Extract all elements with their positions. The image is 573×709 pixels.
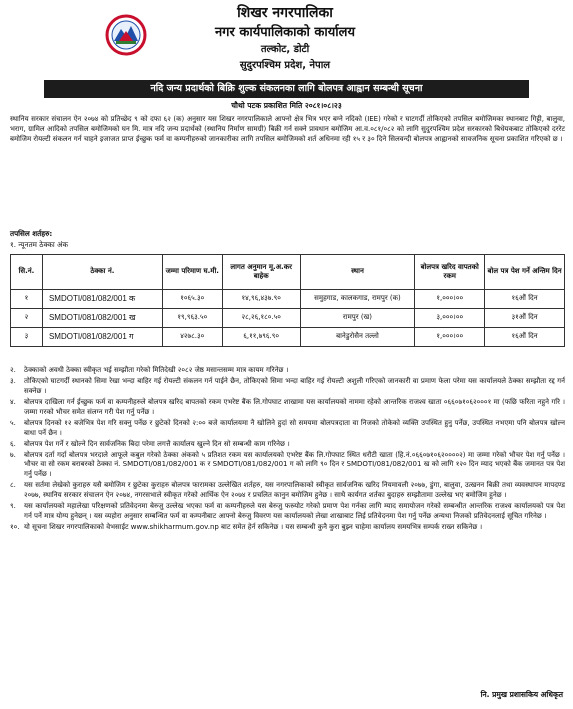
term-item	[10, 398, 565, 418]
term-item	[10, 366, 565, 376]
cell-contract-no: SMDOTI/081/082/001 ख	[42, 309, 162, 328]
term-item	[10, 502, 565, 522]
cell-deadline: ३१औं दिन	[485, 309, 565, 328]
term-text: तोकिएको घाटगर्दी स्थानको सिमा रेखा भन्दा बाहिर गई रोयल्टी संकलन गर्न पाईने छैन, तोकिएको सिमा भन्दा बाहिर गई रोयल्टी अशुली गरिएको जानकारी वा प्रमाण फेला परेमा यस कार्यालयले ठेक्का सम्झौता रद्द गर्न सक्नेछ ।	[24, 376, 565, 395]
cell-quantity: १९,९६३.५०	[162, 309, 222, 328]
cell-cost-estimate: २८,२६,१८०.५०	[222, 309, 300, 328]
cell-location: समुहगाड, कालकगाड, रामपुर (क)	[300, 290, 415, 309]
office-location: तल्कोट, डोटी	[260, 44, 310, 55]
term-number: ६.	[10, 439, 16, 448]
header-cost-estimate: लागत अनुमान मू.अ.कर बाहेक	[222, 255, 300, 290]
table-header-row	[11, 255, 565, 290]
term-number: १०.	[10, 523, 20, 532]
cell-location: रामपुर (ख)	[300, 309, 415, 328]
term-text: बोलपत्र दर्ता गर्दा बोलपत्र भरदाले आफूले कबुल गरेको ठेक्का अंकको ५ प्रतिशत रकम यस कार्यालयको एभरेष्ट बैंक लि.गोपघाट स्थित धरौटी खाता (हि.नं.०६६०७१०६२००००२) मा जम्मा गरेको भौचर पेश गर्नु पर्नेछ । भौचर वा सो रकम बराबरको ठेक्का नं. SMDOTI/081/082/001 क र SMDOTI/081/082/001 ग को लागि ९० दिन र SMDOTI/081/082/001 ख को लागि १२० दिन म्याद भएको बैंक जमानत पत्र पेश गर्नु पर्नेछ ।	[24, 450, 565, 479]
municipality-name: शिखर नगरपालिका	[237, 5, 333, 21]
cell-location: बानेडुरोसैन तल्लो	[300, 328, 415, 347]
term-item	[10, 377, 565, 397]
term-item	[10, 440, 565, 450]
intro-paragraph: स्थानिय सरकार संचालन ऐन २०७४ को प्रतिच्छेद ९ को दफा ६२ (क) अनुसार यस शिखर नगरपालिकाले आफ्नो क्षेत्र भित्र भएर बग्ने नदिको (IEE) गरेको र घाटगर्दी तोकिएको तपसिल बमोजिमका स्थानबाट गिट्टी, बालुवा, भराग, ग्रामिल आदिको तपसिल बमोजिमको घन मि. मात्र नदि जन्य प्रदार्थको (स्थानिय निर्माण सामग्री) बिक्री गर्न सक्ने प्रावधान बमोजिम आ.व.०८१/०८२ को लागि सुदुरपश्चिम प्रदेश सरकारको बिधेयकबाट तोकिएको दररेट बमोजिम रोयल्टी संकलन गर्न चाहने इजाजत प्राप्त ईच्छुक फर्म वा कम्पनीहरुको जानकारीका लागि तपसिल बमोजिमको शर्त अधिनमा रही १५ र ३० दिने सिलवन्दी बोलपत्र आह्वानको सावजनिक सूचना प्रकाशित गरिएको छ ।	[10, 115, 565, 143]
term-text: बोलपत्र पेश गर्ने र खोल्ने दिन सार्वजनिक बिदा परेमा लगत्तै कार्यालय खुल्ने दिन सो सम्बन्धी काम गरिनेछ ।	[24, 439, 290, 448]
term-item	[10, 419, 565, 439]
table-subtitle: १. न्यूनतम ठेक्का अंक	[10, 240, 69, 249]
term-number: ३.	[10, 376, 16, 385]
notice-title-banner: नदि जन्य प्रदार्थको बिक्रि शुल्क संकलनका लागि बोलपत्र आह्वान सम्बन्धी सूचना	[44, 80, 529, 98]
cell-sn: १	[11, 290, 43, 309]
cell-quantity: १०६५.३०	[162, 290, 222, 309]
table-row	[11, 328, 565, 347]
term-number: ५.	[10, 418, 16, 427]
cell-contract-no: SMDOTI/081/082/001 क	[42, 290, 162, 309]
term-number: ९.	[10, 502, 16, 511]
term-text: बोलपत्र दिनको १२ बजेभित्र पेश गरि सक्नु पर्नेछ र छुटेको दिनको २:०० बजे कार्यालयमा नै खोलिने हुदां सो समयमा बोलपत्रदाता वा निजको तोकेको व्यक्ति उपस्थित हुनु पर्नेछ, उपस्थित नभएमा पनि बोलपत्र खोल्न बाधा पर्ने छैन ।	[24, 418, 565, 437]
cell-bid-fee: १,०००।००	[415, 328, 485, 347]
term-text: यो सूचना शिखर नगरपालिकाको वेभसाईट www.shikharmum.gov.np बाट समेत हेर्न सकिनेछ । यस सम्बन्धी कुनै कुरा बुझ्न चाहेमा कार्यालय समयभित्र सम्पर्क राख्न सकिनेछ ।	[24, 523, 483, 532]
cell-bid-fee: १,०००।००	[415, 290, 485, 309]
header-sn: सि.नं.	[11, 255, 43, 290]
signature-line: नि. प्रमुख प्रशासकिय अधिकृत	[480, 690, 563, 699]
term-item	[10, 523, 565, 533]
term-item	[10, 451, 565, 481]
cell-contract-no: SMDOTI/081/082/001 ग	[42, 328, 162, 347]
province-name: सुदुरपश्चिम प्रदेश, नेपाल	[239, 60, 331, 71]
term-number: ४.	[10, 397, 16, 406]
term-item	[10, 481, 565, 501]
tender-table	[10, 254, 565, 347]
term-text: यस कार्यालयको महालेखा परिक्षणको प्रतिवेदनमा बेरुजु उल्लेख भएका फर्म वा कम्पनीहरुले यस बेरुजु फस्र्योट गरेको प्रमाण पेश गर्नका लागि म्याद समायोजन गरेको सम्बन्धीत आन्तरिक राजश्व कार्यालयको पत्र पेश गर्न पर्ने मात्र योग्य हुनेछन् । यस व्यहोरा अनुसार सम्बन्धित फर्म वा कम्पनीबाट आफ्नो बेरुजु विवरण यस कार्यालयको लेखा शाखाबाट लिई प्रतिवेदनमा पेश गर्नु पर्नेछ अन्यथा निजको प्रतिवेदनलाई सूचित गरिनेछ ।	[24, 502, 565, 521]
header-deadline: बोल पत्र पेश गर्ने अन्तिम दिन	[485, 255, 565, 290]
header-location: स्थान	[300, 255, 415, 290]
cell-sn: ३	[11, 328, 43, 347]
header-quantity: जम्मा परिमाण घ.मी.	[162, 255, 222, 290]
publish-date-line: चौथो पटक प्रकाशित मिति २०८१।०८।२३	[231, 101, 342, 110]
term-text: बोलपत्र दाखिला गर्न ईच्छुक फर्म वा कम्पनीहरुले बोलपत्र खरिद बापतको रकम एभरेष्ट बैंक लि.गोपघाट शाखामा यस कार्यालयको नाममा रहेको आन्तरिक राजश्व खाता ०६६०७१०६२०००१ मा (फछि फरिता नहुने गरि । जम्मा गरको भौचर समेत संलग्न गरी पेश गर्नु पर्नेछ ।	[24, 397, 565, 416]
cell-cost-estimate: १४,९६,४३७.९०	[222, 290, 300, 309]
cell-bid-fee: ३,०००।००	[415, 309, 485, 328]
table-row	[11, 309, 565, 328]
term-number: ७.	[10, 450, 16, 459]
header-contract-no: ठेक्का नं.	[42, 255, 162, 290]
cell-quantity: ४२७८.३०	[162, 328, 222, 347]
term-number: २.	[10, 366, 16, 374]
cell-cost-estimate: ६,११,७९६.९०	[222, 328, 300, 347]
term-text: यस सर्तमा लेखेको कुराहरु यसै बमोजिम र छुटेका कुराहरु बोलपत्र फारामका उल्लेखित शर्तहरु, यस नगरपालिकाको स्वीकृत सार्वजनिक खरिद नियमावली २०७७, डुंगा, बालुवा, उत्खनन बिक्री तथा व्यवस्थापन मापदण्ड २०७७, स्थानिय सरकार संचालन ऐन २०७४, नगरसभाले स्वीकृत गरेको आर्थिक ऐन २०७४ र प्रचलित कानुन बमोजिम हुनेछ । साथै कार्यगत शर्तका बुदाहरु सम्झौतामा उल्लेख भए बमोजिम हुनेछ ।	[24, 481, 565, 500]
term-number: ८.	[10, 481, 16, 490]
header-bid-fee: बोलपत्र खरिद वापतको रकम	[415, 255, 485, 290]
cell-deadline: १६औं दिन	[485, 328, 565, 347]
cell-sn: २	[11, 309, 43, 328]
office-name: नगर कार्यपालिकाको कार्यालय	[214, 25, 356, 40]
cell-deadline: १६औं दिन	[485, 290, 565, 309]
term-text: ठेक्काको अवधी ठेक्का स्वीकृत भई सम्झौता गरेको मितिदेखी २०८२ जेष्ठ मसान्तसम्म मात्र कायम गरिनेछ ।	[24, 366, 289, 374]
terms-label: तपसिल शर्तहरु:	[10, 229, 53, 238]
terms-list	[10, 366, 565, 534]
table-row	[11, 290, 565, 309]
municipality-emblem-icon	[105, 14, 147, 56]
